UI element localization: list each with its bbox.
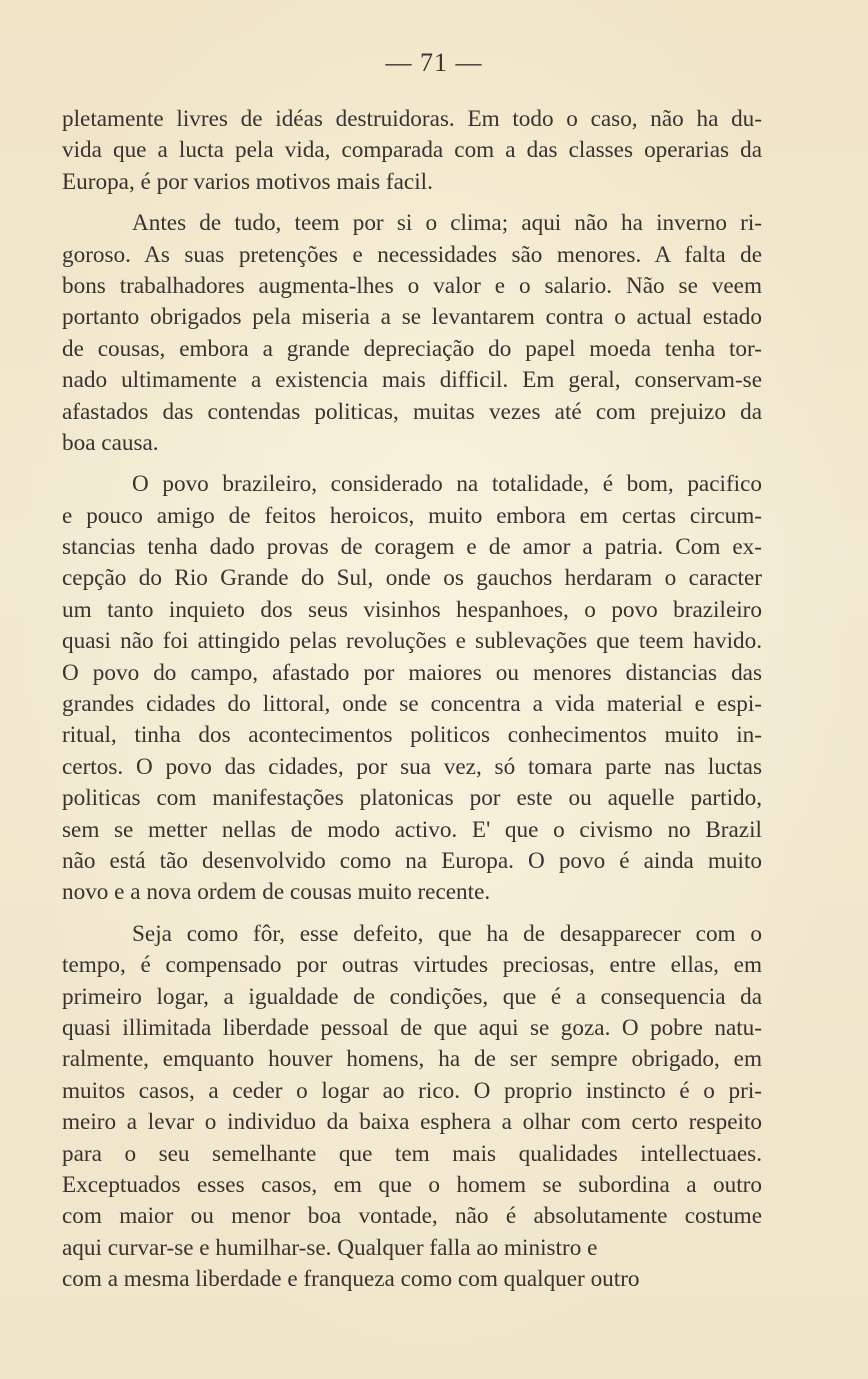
text-line: bons trabalhadores augmenta-lhes o valor e o salario. Não se veem (62, 272, 762, 299)
text-line: um tanto inquieto dos seus visinhos hespanhoes, o povo brazileiro (62, 596, 762, 623)
paragraph (62, 208, 762, 459)
text-line: e pouco amigo de feitos heroicos, muito embora em certas circum- (62, 502, 762, 529)
text-line: aqui curvar-se e humilhar-se. Qualquer falla ao ministro e (62, 1234, 598, 1261)
text-line: certos. O povo das cidades, por sua vez, só tomara parte nas luctas (62, 753, 762, 780)
text-line: vida que a lucta pela vida, comparada com a das classes operarias da (62, 137, 762, 164)
text-line: meiro a levar o individuo da baixa esphera a olhar com certo respeito (62, 1109, 762, 1136)
text-line: Exceptuados esses casos, em que o homem se subordina a outro (62, 1171, 762, 1198)
text-line: pletamente livres de idéas destruidoras. Em todo o caso, não ha du- (62, 106, 762, 132)
text-line: boa causa. (62, 429, 159, 456)
paragraph (62, 469, 762, 908)
page-number: — 71 — (385, 48, 483, 77)
text-line: cepção do Rio Grande do Sul, onde os gauchos herdaram o caracter (62, 565, 762, 592)
text-line: grandes cidades do littoral, onde se concentra a vida material e espi- (62, 691, 762, 718)
text-line: stancias tenha dado provas de coragem e de amor a patria. Com ex- (62, 534, 762, 561)
text-line: O povo brazileiro, considerado na totalidade, é bom, pacifico (132, 471, 762, 498)
text-line: primeiro logar, a igualdade de condições, que é a consequencia da (62, 983, 762, 1010)
text-line: de cousas, embora a grande depreciação do papel moeda tenha tor- (62, 335, 762, 362)
text-line: novo e a nova ordem de cousas muito recente. (62, 879, 491, 906)
text-line: Antes de tudo, teem por si o clima; aqui não ha inverno ri- (132, 210, 762, 237)
text-line: ralmente, emquanto houver homens, ha de ser sempre obrigado, em (62, 1046, 762, 1073)
text-line: ritual, tinha dos acontecimentos politicos conhecimentos muito in- (62, 722, 762, 749)
text-line: quasi não foi attingido pelas revoluções e sublevações que teem havido. (62, 628, 762, 655)
text-line: portanto obrigados pela miseria a se levantarem contra o actual estado (62, 304, 762, 331)
text-line: não está tão desenvolvido como na Europa. O povo é ainda muito (62, 847, 762, 874)
text-line: quasi illimitada liberdade pessoal de que aqui se goza. O pobre natu- (62, 1014, 762, 1041)
text-line: com maior ou menor boa vontade, não é absolutamente costume (62, 1203, 762, 1230)
body-text (62, 104, 762, 1295)
text-line: nado ultimamente a existencia mais difficil. Em geral, conservam-se (62, 367, 762, 394)
text-line: com a mesma liberdade e franqueza como com qualquer outro (62, 1266, 640, 1293)
text-line: politicas com manifestações platonicas por este ou aquelle partido, (62, 785, 762, 812)
text-line: Europa, é por varios motivos mais facil. (62, 168, 433, 195)
text-line: O povo do campo, afastado por maiores ou menores distancias das (62, 659, 762, 686)
text-line: muitos casos, a ceder o logar ao rico. O proprio instincto é o pri- (62, 1077, 762, 1104)
paragraph (62, 104, 762, 198)
text-line: afastados das contendas politicas, muitas vezes até com prejuizo da (62, 398, 762, 425)
paragraph (62, 919, 762, 1296)
text-line: para o seu semelhante que tem mais qualidades intellectuaes. (62, 1140, 762, 1167)
text-line: Seja como fôr, esse defeito, que ha de desapparecer com o (132, 920, 762, 947)
text-line: tempo, é compensado por outras virtudes preciosas, entre ellas, em (62, 952, 762, 979)
text-line: goroso. As suas pretenções e necessidades são menores. A falta de (62, 241, 762, 268)
text-line: sem se metter nellas de modo activo. E' que o civismo no Brazil (62, 816, 762, 843)
